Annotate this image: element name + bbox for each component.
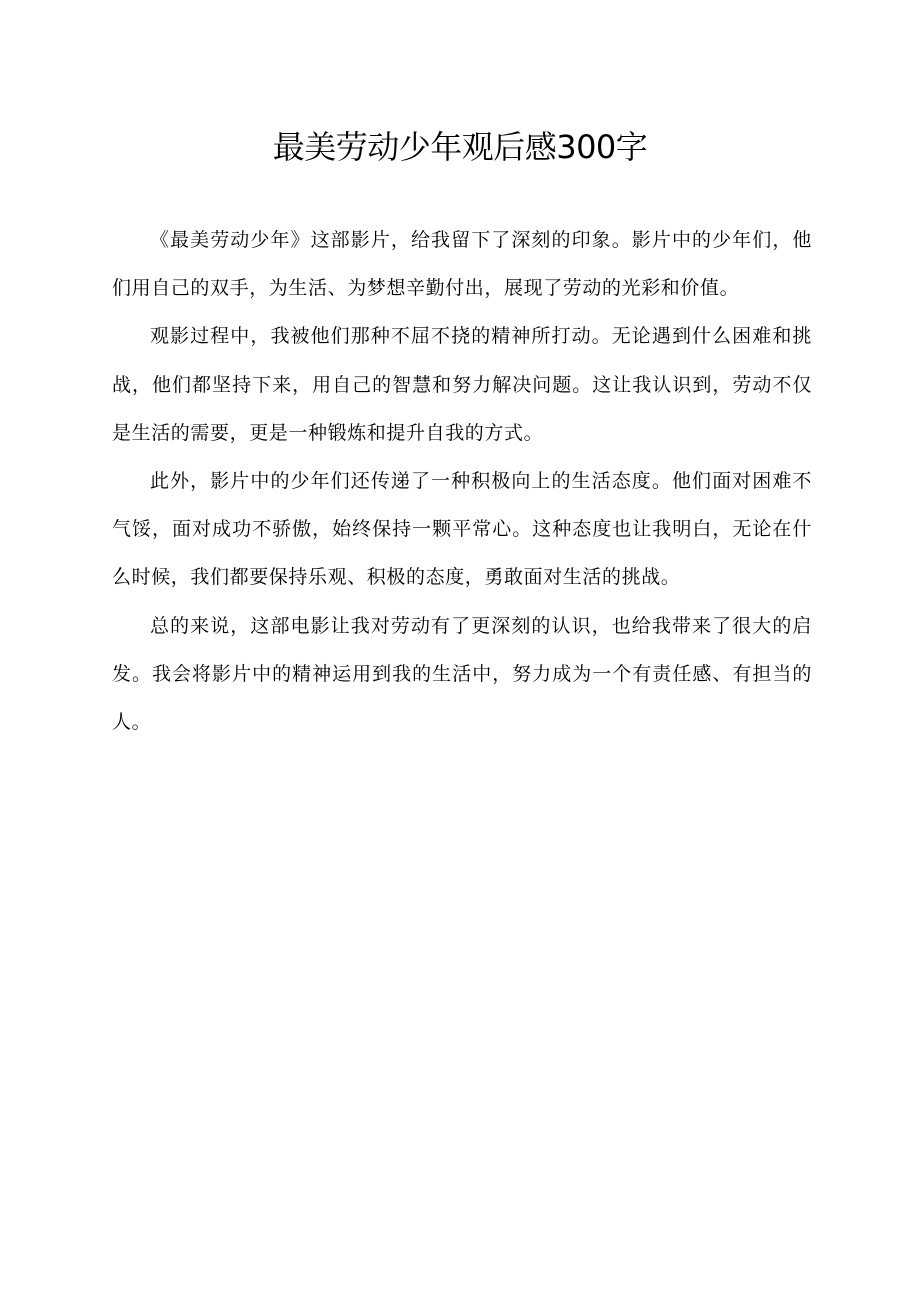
paragraph-2: 观影过程中，我被他们那种不屈不挠的精神所打动。无论遇到什么困难和挑战，他们都坚持下来，用自己的智慧和努力解决问题。这让我认识到，劳动不仅是生活的需要，更是一种锻炼和提升自我的方式。 xyxy=(112,325,812,444)
paragraph-4: 总的来说，这部电影让我对劳动有了更深刻的认识，也给我带来了很大的启发。我会将影片中的精神运用到我的生活中，努力成为一个有责任感、有担当的人。 xyxy=(112,614,812,734)
paragraph-3: 此外，影片中的少年们还传递了一种积极向上的生活态度。他们面对困难不气馁，面对成功不骄傲，始终保持一颗平常心。这种态度也让我明白，无论在什么时候，我们都要保持乐观、积极的态度，勇敢面对生活的挑战。 xyxy=(112,470,812,589)
document-body xyxy=(112,216,812,746)
document-title: 最美劳动少年观后感300字 xyxy=(272,128,648,166)
paragraph-1: 《最美劳动少年》这部影片，给我留下了深刻的印象。影片中的少年们，他们用自己的双手，为生活、为梦想辛勤付出，展现了劳动的光彩和价值。 xyxy=(112,229,812,300)
